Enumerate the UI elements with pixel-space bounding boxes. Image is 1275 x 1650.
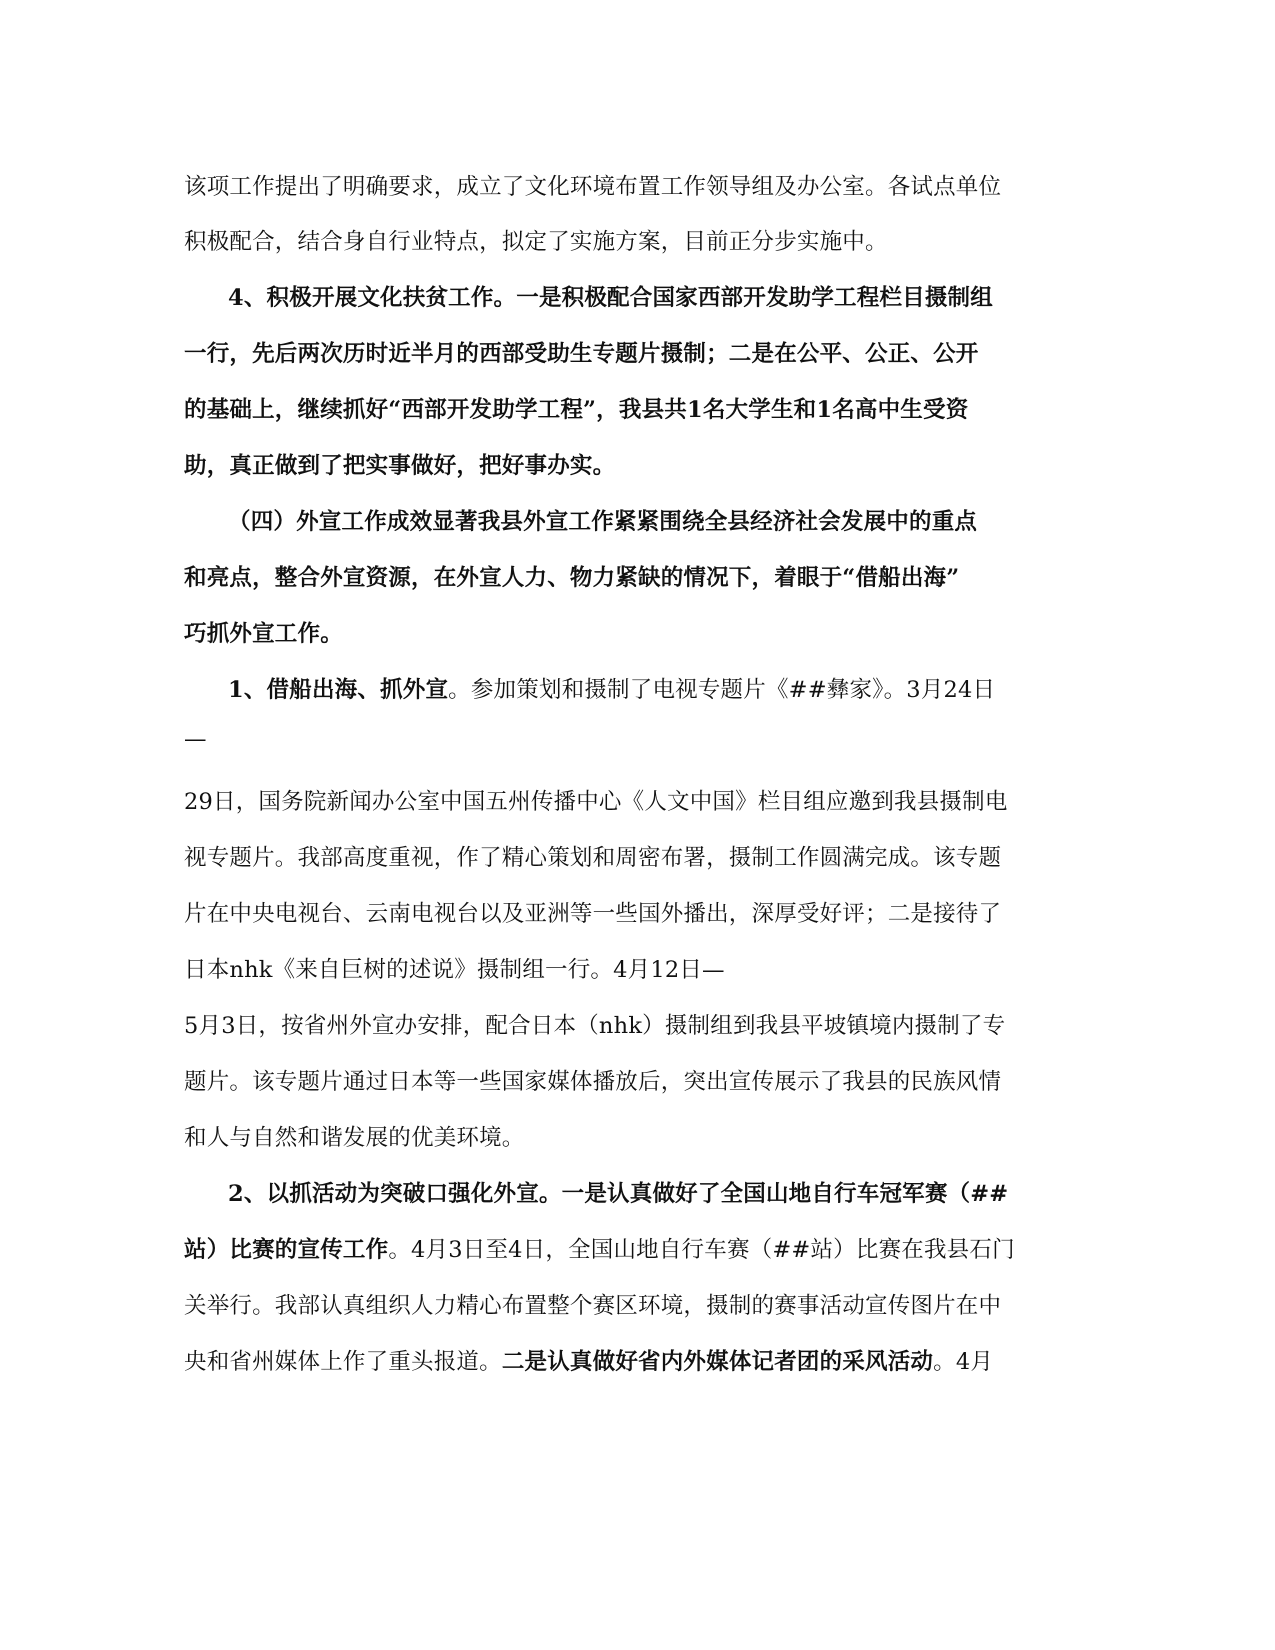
bold-text-segment: 2、以抓活动为突破口强化外宣。一是认真做好了全国山地自行车冠军赛（## (228, 1181, 1009, 1207)
text-line (184, 899, 1001, 929)
text-segment: 。4月 (933, 1349, 994, 1375)
text-segment: 29日，国务院新闻办公室中国五州传播中心《人文中国》栏目组应邀到我县摄制电 (184, 789, 1008, 815)
text-segment: 视专题片。我部高度重视，作了精心策划和周密布署，摄制工作圆满完成。该专题 (184, 845, 1002, 871)
bold-text-segment: 的基础上，继续抓好“西部开发助学工程”，我县共1名大学生和1名高中生受资 (184, 397, 969, 423)
bold-text-segment: 巧抓外宣工作。 (184, 621, 343, 647)
text-line (184, 395, 968, 425)
bold-text-segment: （四）外宣工作成效显著我县外宣工作紧紧围绕全县经济社会发展中的重点 (228, 509, 978, 535)
text-line (228, 675, 995, 705)
text-line (184, 172, 1001, 202)
text-line (184, 1123, 525, 1153)
text-line (184, 619, 343, 649)
text-line (184, 724, 207, 754)
text-line (184, 1347, 993, 1377)
bold-text-segment: 1、借船出海、抓外宣 (228, 677, 449, 703)
text-segment: 5月3日，按省州外宣办安排，配合日本（nhk）摄制组到我县平坡镇境内摄制了专 (184, 1013, 1006, 1039)
text-segment: 日本nhk《来自巨树的述说》摄制组一行。4月12日— (184, 957, 725, 983)
text-segment: 。参加策划和摄制了电视专题片《##彝家》。3月24日 (448, 677, 996, 703)
text-line (184, 1291, 1001, 1321)
text-line (228, 283, 993, 313)
text-line (184, 955, 725, 985)
text-line (184, 451, 615, 481)
bold-text-segment: 二是认真做好省内外媒体记者团的采风活动 (501, 1349, 934, 1375)
text-line (184, 563, 959, 593)
text-line (228, 507, 977, 537)
text-line (228, 1179, 1008, 1209)
text-segment: — (184, 726, 207, 752)
text-segment: 关举行。我部认真组织人力精心布置整个赛区环境，摄制的赛事活动宣传图片在中 (184, 1293, 1002, 1319)
text-segment: 积极配合，结合身自行业特点，拟定了实施方案，目前正分步实施中。 (184, 229, 888, 255)
bold-text-segment: 和亮点，整合外宣资源，在外宣人力、物力紧缺的情况下，着眼于“借船出海” (184, 565, 960, 591)
text-segment: 和人与自然和谐发展的优美环境。 (184, 1125, 525, 1151)
text-segment: 片在中央电视台、云南电视台以及亚洲等一些国外播出，深厚受好评；二是接待了 (184, 901, 1002, 927)
text-segment: 。4月3日至4日，全国山地自行车赛（##站）比赛在我县石门 (388, 1237, 1015, 1263)
text-segment: 该项工作提出了明确要求，成立了文化环境布置工作领导组及办公室。各试点单位 (184, 174, 1002, 200)
bold-text-segment: 4、积极开展文化扶贫工作。一是积极配合国家西部开发助学工程栏目摄制组 (228, 285, 993, 311)
text-line (184, 1067, 1001, 1097)
text-segment: 央和省州媒体上作了重头报道。 (184, 1349, 502, 1375)
text-line (184, 339, 979, 369)
bold-text-segment: 一行，先后两次历时近半月的西部受助生专题片摄制；二是在公平、公正、公开 (184, 341, 979, 367)
text-segment: 题片。该专题片通过日本等一些国家媒体播放后，突出宣传展示了我县的民族风情 (184, 1069, 1002, 1095)
text-line (184, 227, 888, 257)
bold-text-segment: 站）比赛的宣传工作 (184, 1237, 389, 1263)
text-line (184, 843, 1001, 873)
bold-text-segment: 助，真正做到了把实事做好，把好事办实。 (184, 453, 616, 479)
text-line (184, 1011, 1005, 1041)
text-line (184, 1235, 1015, 1265)
text-line (184, 787, 1008, 817)
